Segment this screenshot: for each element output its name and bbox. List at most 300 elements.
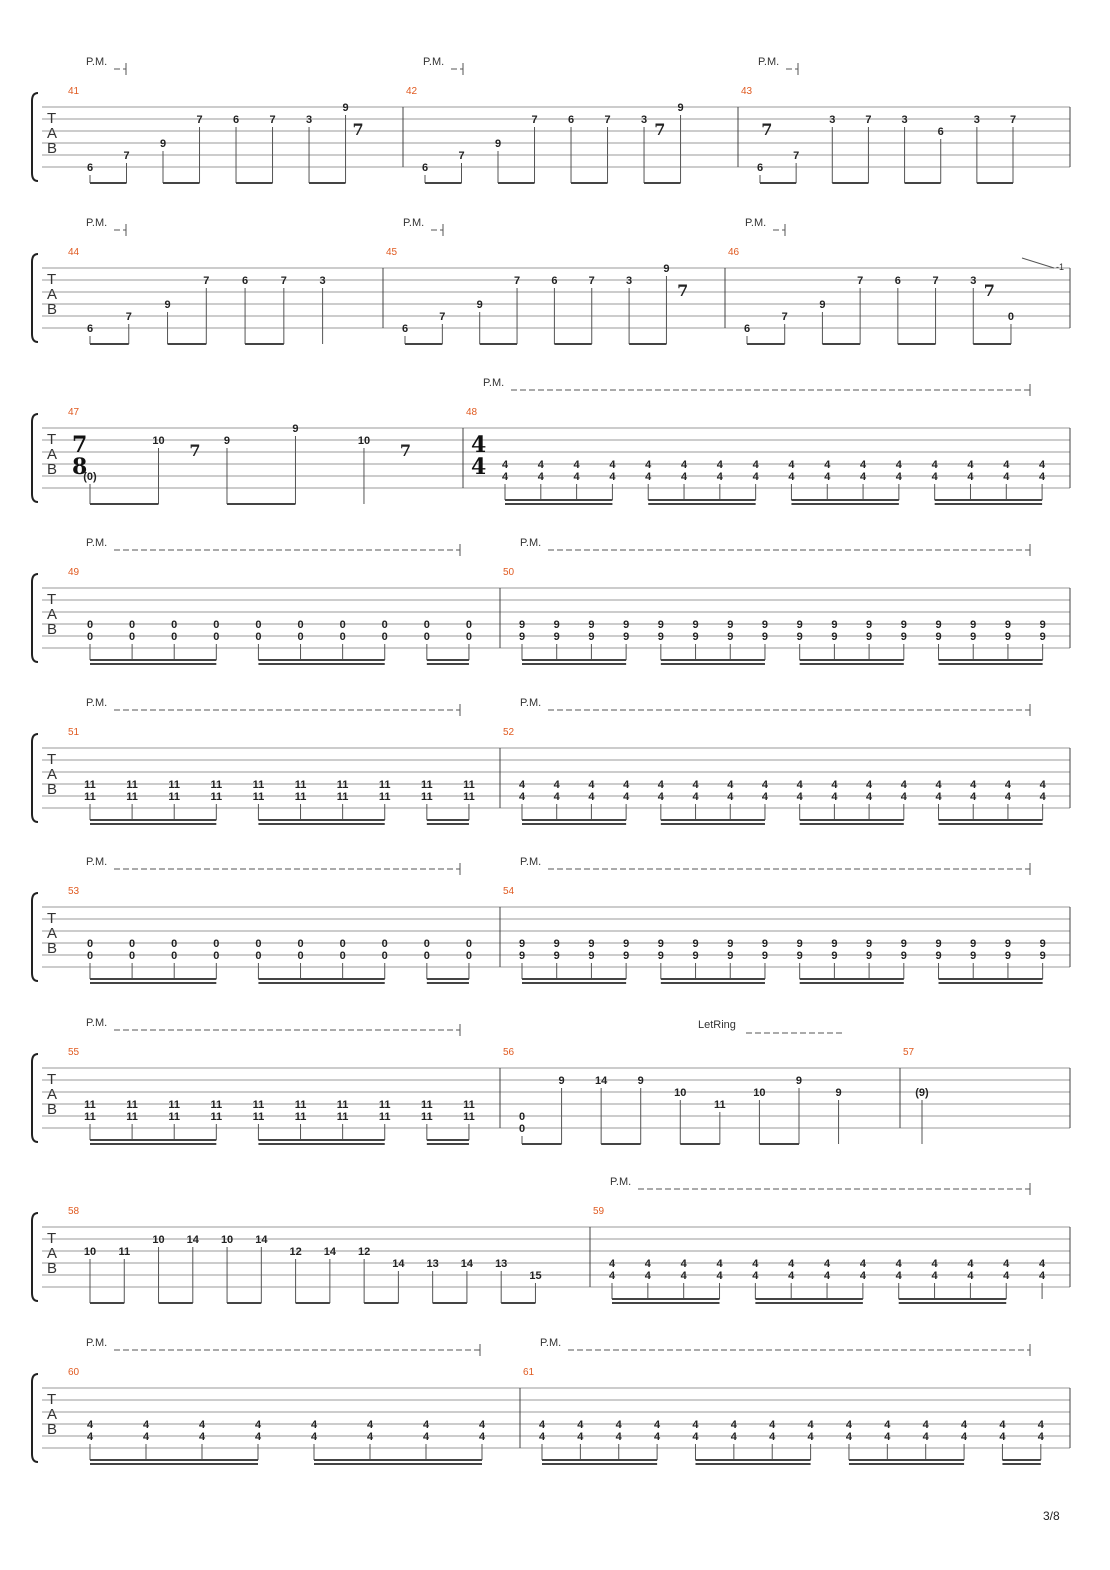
tab-clef-letter: A — [47, 766, 58, 783]
fret-number: 9 — [970, 938, 977, 950]
fret-number: 0 — [213, 950, 220, 962]
fret-number: 0 — [129, 938, 136, 950]
fret-number: 14 — [460, 1258, 474, 1270]
fret-number: 9 — [761, 950, 769, 962]
fret-number: 7 — [604, 114, 611, 126]
fret-number: 4 — [645, 459, 652, 471]
measure-number: 50 — [503, 567, 515, 578]
fret-number: 0 — [171, 938, 178, 950]
fret-number: 4 — [970, 791, 977, 803]
fret-number: 9 — [553, 938, 560, 950]
measure-number: 54 — [503, 886, 515, 897]
fret-number: 0 — [423, 950, 430, 962]
fret-number: 4 — [807, 1431, 814, 1443]
fret-number: 11 — [378, 1099, 391, 1111]
fret-number: 11 — [378, 1111, 391, 1123]
fret-number: (0) — [83, 471, 97, 483]
fret-number: 4 — [1037, 1419, 1044, 1431]
fret-number: 4 — [644, 1270, 651, 1282]
fret-number: 10 — [152, 1234, 165, 1246]
measure-number: 61 — [523, 1367, 535, 1378]
fret-number: 9 — [835, 1087, 842, 1099]
fret-number: 14 — [255, 1234, 268, 1246]
fret-number: 9 — [588, 950, 595, 962]
fret-number: 9 — [1039, 938, 1046, 950]
fret-number: 4 — [967, 1270, 974, 1282]
fret-number: 0 — [465, 950, 473, 962]
fret-number: 11 — [463, 779, 475, 791]
fret-number: 14 — [392, 1258, 405, 1270]
time-signature-top: 7 — [72, 432, 88, 458]
fret-number: 0 — [339, 631, 346, 643]
fret-number: 6 — [421, 162, 429, 174]
fret-number: 13 — [495, 1258, 508, 1270]
fret-number: 0 — [518, 1111, 526, 1123]
fret-number: 7 — [781, 311, 788, 323]
fret-number: 4 — [716, 1270, 723, 1282]
fret-number: 4 — [198, 1431, 206, 1443]
eighth-rest: 7 — [761, 120, 773, 139]
palm-mute-label: P.M. — [520, 537, 542, 549]
fret-number: 9 — [831, 950, 838, 962]
tab-clef-letter: B — [47, 781, 58, 798]
fret-number: 9 — [553, 950, 560, 962]
fret-number: 0 — [86, 619, 94, 631]
fret-number: 9 — [692, 950, 699, 962]
fret-number: 4 — [824, 459, 831, 471]
fret-number: 4 — [884, 1431, 891, 1443]
fret-number: 4 — [788, 459, 795, 471]
fret-number: 6 — [86, 323, 94, 335]
fret-number: 0 — [86, 938, 94, 950]
fret-number: 14 — [323, 1246, 336, 1258]
fret-number: 11 — [210, 1111, 223, 1123]
fret-number: 0 — [129, 950, 136, 962]
fret-number: 4 — [999, 1431, 1006, 1443]
fret-number: 9 — [819, 299, 826, 311]
fret-number: 9 — [588, 938, 595, 950]
fret-number: 3 — [973, 114, 980, 126]
fret-number: 0 — [381, 938, 388, 950]
fret-number: 4 — [1003, 471, 1010, 483]
fret-number: 9 — [935, 938, 942, 950]
fret-number: 7 — [123, 150, 130, 162]
fret-number: 4 — [657, 791, 664, 803]
fret-number: 9 — [518, 938, 526, 950]
fret-number: 0 — [86, 631, 94, 643]
fret-number: 4 — [518, 791, 526, 803]
fret-number: 7 — [203, 275, 210, 287]
staff-brace — [32, 734, 38, 822]
fret-number: 9 — [677, 102, 684, 114]
fret-number: 7 — [196, 114, 203, 126]
fret-number: 4 — [788, 1258, 795, 1270]
fret-number: 9 — [1004, 619, 1011, 631]
fret-number: 11 — [378, 779, 391, 791]
measure-number: 46 — [728, 247, 740, 258]
fret-number: 9 — [657, 938, 664, 950]
fret-number: 9 — [657, 619, 664, 631]
fret-number: 11 — [252, 791, 265, 803]
fret-number: 4 — [86, 1431, 94, 1443]
tab-clef-letter: T — [47, 110, 57, 127]
fret-number: 4 — [922, 1431, 929, 1443]
fret-number: 7 — [531, 114, 538, 126]
fret-number: 9 — [727, 631, 734, 643]
tab-clef-letter: T — [47, 1230, 57, 1247]
fret-number: 4 — [831, 779, 838, 791]
measure-number: 48 — [466, 407, 478, 418]
tab-clef-letter: T — [47, 1071, 57, 1088]
fret-number: 9 — [476, 299, 483, 311]
eighth-rest: 7 — [399, 441, 411, 460]
fret-number: 10 — [357, 435, 371, 447]
fret-number: 4 — [895, 459, 902, 471]
fret-number: 0 — [255, 631, 262, 643]
palm-mute-label: P.M. — [520, 856, 542, 868]
fret-number: 9 — [553, 619, 560, 631]
fret-number: 0 — [339, 938, 346, 950]
tab-clef-letter: T — [47, 431, 57, 448]
fret-number: 11 — [118, 1246, 131, 1258]
palm-mute-label: P.M. — [758, 56, 780, 68]
fret-number: 6 — [401, 323, 409, 335]
tab-clef-letter: T — [47, 1391, 57, 1408]
fret-number: 14 — [186, 1234, 199, 1246]
fret-number: 9 — [761, 938, 769, 950]
measure-number: 49 — [68, 567, 80, 578]
fret-number: 0 — [129, 631, 136, 643]
fret-number: 4 — [142, 1419, 150, 1431]
tab-clef-letter: A — [47, 1086, 58, 1103]
fret-number: 9 — [761, 619, 769, 631]
fret-number: 7 — [865, 114, 872, 126]
fret-number: 4 — [823, 1258, 831, 1270]
fret-number: 9 — [900, 950, 907, 962]
fret-number: 0 — [339, 619, 346, 631]
fret-number: 4 — [577, 1431, 584, 1443]
tab-clef-letter: A — [47, 286, 58, 303]
fret-number: 4 — [716, 471, 723, 483]
fret-number: 4 — [254, 1431, 262, 1443]
tab-clef-letter: T — [47, 591, 57, 608]
fret-number: 4 — [623, 779, 630, 791]
fret-number: 0 — [423, 631, 430, 643]
fret-number: 4 — [866, 779, 873, 791]
fret-number: 9 — [1039, 619, 1046, 631]
fret-number: 6 — [232, 114, 240, 126]
tab-clef-letter: A — [47, 606, 58, 623]
fret-number: 11 — [294, 791, 307, 803]
fret-number: 0 — [255, 950, 262, 962]
fret-number: 4 — [761, 779, 769, 791]
fret-number: 9 — [935, 950, 942, 962]
fret-number: 11 — [168, 1099, 181, 1111]
time-signature-bottom: 4 — [471, 454, 487, 480]
eighth-rest: 7 — [352, 120, 364, 139]
fret-number: 0 — [423, 619, 430, 631]
fret-number: 0 — [381, 631, 388, 643]
fret-number: 9 — [727, 950, 734, 962]
fret-number: 11 — [714, 1099, 726, 1111]
fret-number: 9 — [164, 299, 171, 311]
fret-number: 0 — [86, 950, 94, 962]
fret-number: 4 — [900, 779, 907, 791]
fret-number: 9 — [1004, 631, 1011, 643]
fret-number: 4 — [1004, 791, 1011, 803]
fret-number: 9 — [866, 950, 873, 962]
fret-number: 4 — [931, 471, 938, 483]
fret-number: 9 — [796, 938, 803, 950]
fret-number: 4 — [1037, 1431, 1044, 1443]
palm-mute-label: P.M. — [520, 697, 542, 709]
fret-number: 4 — [501, 459, 509, 471]
fret-number: 6 — [756, 162, 764, 174]
fret-number: 9 — [900, 938, 907, 950]
fret-number: 4 — [752, 459, 759, 471]
fret-number: 13 — [426, 1258, 439, 1270]
fret-number: 9 — [866, 938, 873, 950]
fret-number: 4 — [657, 779, 664, 791]
fret-number: 7 — [1009, 114, 1017, 126]
fret-number: 4 — [1003, 459, 1010, 471]
staff-brace — [32, 1054, 38, 1142]
fret-number: 4 — [478, 1431, 486, 1443]
fret-number: 4 — [895, 1270, 902, 1282]
fret-number: 15 — [529, 1270, 542, 1282]
fret-number: 4 — [931, 1270, 938, 1282]
fret-number: 9 — [796, 631, 803, 643]
fret-number: 6 — [567, 114, 575, 126]
fret-number: 11 — [84, 791, 96, 803]
palm-mute-label: P.M. — [86, 697, 108, 709]
fret-number: 11 — [210, 779, 223, 791]
fret-number: 0 — [297, 631, 304, 643]
fret-number: 11 — [421, 791, 433, 803]
fret-number: 4 — [623, 791, 630, 803]
tab-clef-letter: A — [47, 125, 58, 142]
fret-number: 6 — [894, 275, 901, 287]
fret-number: 4 — [845, 1419, 853, 1431]
fret-number: 9 — [223, 435, 231, 447]
fret-number: 9 — [692, 938, 699, 950]
fret-number: 4 — [366, 1431, 374, 1443]
fret-number: 4 — [967, 471, 974, 483]
tab-clef-letter: B — [47, 1101, 58, 1118]
fret-number: 11 — [421, 1111, 433, 1123]
fret-number: 9 — [623, 619, 630, 631]
fret-number: 4 — [824, 471, 831, 483]
tab-clef-letter: A — [47, 925, 58, 942]
fret-number: 4 — [895, 471, 902, 483]
fret-number: 4 — [615, 1431, 622, 1443]
fret-number: 4 — [478, 1419, 486, 1431]
palm-mute-label: P.M. — [483, 377, 505, 389]
fret-number: 4 — [553, 779, 560, 791]
fret-number: 4 — [692, 791, 699, 803]
bend-line — [1022, 258, 1054, 268]
fret-number: 4 — [1039, 459, 1046, 471]
staff-brace — [32, 893, 38, 981]
fret-number: 9 — [831, 938, 838, 950]
fret-number: 6 — [937, 126, 944, 138]
measure-number: 60 — [68, 1367, 80, 1378]
fret-number: 11 — [126, 1111, 138, 1123]
fret-number: 11 — [336, 791, 349, 803]
fret-number: 9 — [866, 619, 873, 631]
fret-number: 0 — [423, 938, 430, 950]
fret-number: 11 — [168, 791, 181, 803]
fret-number: 9 — [494, 138, 502, 150]
palm-mute-label: P.M. — [745, 217, 767, 229]
eighth-rest: 7 — [983, 281, 995, 300]
fret-number: 9 — [970, 619, 977, 631]
fret-number: 11 — [126, 779, 138, 791]
fret-number: 9 — [553, 631, 560, 643]
fret-number: 4 — [1039, 791, 1046, 803]
fret-number: 4 — [680, 1270, 687, 1282]
fret-number: 4 — [608, 1258, 616, 1270]
measure-number: 58 — [68, 1206, 80, 1217]
fret-number: 9 — [866, 631, 873, 643]
fret-number: 4 — [727, 779, 734, 791]
fret-number: 4 — [967, 459, 974, 471]
fret-number: 4 — [823, 1270, 831, 1282]
fret-number: 4 — [866, 791, 873, 803]
fret-number: 3 — [829, 114, 836, 126]
fret-number: 0 — [171, 619, 178, 631]
fret-number: 9 — [970, 631, 977, 643]
tab-clef-letter: A — [47, 1406, 58, 1423]
fret-number: 11 — [84, 1111, 96, 1123]
fret-number: 0 — [518, 1123, 526, 1135]
staff-brace — [32, 1374, 38, 1462]
fret-number: 11 — [252, 1099, 265, 1111]
fret-number: 9 — [342, 102, 349, 114]
fret-number: 0 — [381, 619, 388, 631]
fret-number: 3 — [319, 275, 326, 287]
measure-number: 45 — [386, 247, 398, 258]
fret-number: 4 — [967, 1258, 974, 1270]
fret-number: 10 — [83, 1246, 97, 1258]
fret-number: 4 — [752, 1258, 759, 1270]
fret-number: 14 — [595, 1075, 608, 1087]
fret-number: 10 — [674, 1087, 687, 1099]
fret-number: 9 — [761, 631, 769, 643]
fret-number: 9 — [623, 938, 630, 950]
time-signature-bottom: 8 — [72, 454, 88, 480]
fret-number: 4 — [198, 1419, 206, 1431]
fret-number: 11 — [252, 779, 265, 791]
fret-number: 4 — [788, 1270, 795, 1282]
staff-brace — [32, 93, 38, 181]
fret-number: 4 — [422, 1419, 430, 1431]
fret-number: 9 — [900, 631, 907, 643]
fret-number: 9 — [831, 619, 838, 631]
fret-number: 11 — [294, 1111, 307, 1123]
fret-number: 9 — [1004, 950, 1011, 962]
fret-number: 4 — [845, 1431, 853, 1443]
measure-number: 44 — [68, 247, 80, 258]
fret-number: 3 — [640, 114, 648, 126]
fret-number: 0 — [465, 619, 473, 631]
fret-number: 11 — [336, 1111, 349, 1123]
fret-number: 0 — [213, 938, 220, 950]
tab-clef-letter: T — [47, 910, 57, 927]
tab-clef-letter: A — [47, 1245, 58, 1262]
measure-number: 57 — [903, 1047, 915, 1058]
fret-number: 4 — [692, 779, 699, 791]
fret-number: 4 — [727, 791, 734, 803]
fret-number: 4 — [1039, 779, 1046, 791]
fret-number: 11 — [126, 1099, 138, 1111]
fret-number: 0 — [171, 950, 178, 962]
fret-number: 4 — [796, 779, 803, 791]
fret-number: 4 — [761, 791, 769, 803]
palm-mute-label: P.M. — [86, 1017, 108, 1029]
fret-number: 4 — [769, 1431, 776, 1443]
measure-number: 55 — [68, 1047, 80, 1058]
fret-number: 0 — [213, 619, 220, 631]
fret-number: 11 — [210, 1099, 223, 1111]
measure-number: 53 — [68, 886, 80, 897]
fret-number: 7 — [857, 275, 864, 287]
fret-number: 4 — [680, 471, 688, 483]
fret-number: 9 — [292, 423, 299, 435]
fret-number: 12 — [289, 1246, 302, 1258]
fret-number: 4 — [935, 779, 942, 791]
fret-number: 4 — [900, 791, 907, 803]
fret-number: (9) — [915, 1087, 929, 1099]
fret-number: 9 — [623, 950, 630, 962]
fret-number: 9 — [657, 631, 664, 643]
palm-mute-label: P.M. — [86, 537, 108, 549]
fret-number: 9 — [970, 950, 977, 962]
fret-number: 0 — [297, 938, 304, 950]
fret-number: 11 — [252, 1111, 265, 1123]
fret-number: 9 — [518, 619, 526, 631]
tab-clef-letter: B — [47, 1260, 58, 1277]
fret-number: 0 — [465, 631, 473, 643]
fret-number: 0 — [129, 619, 136, 631]
fret-number: 3 — [901, 114, 908, 126]
fret-number: 7 — [793, 150, 800, 162]
fret-number: 6 — [242, 275, 249, 287]
fret-number: 11 — [378, 791, 391, 803]
staff-brace — [32, 414, 38, 502]
palm-mute-label: P.M. — [403, 217, 425, 229]
palm-mute-label: P.M. — [86, 1337, 108, 1349]
fret-number: 7 — [932, 275, 939, 287]
fret-number: 4 — [961, 1419, 968, 1431]
fret-number: 4 — [644, 1258, 651, 1270]
fret-number: 7 — [513, 275, 521, 287]
fret-number: 9 — [623, 631, 630, 643]
fret-number: 0 — [255, 938, 262, 950]
fret-number: 9 — [692, 619, 699, 631]
fret-number: 11 — [421, 1099, 433, 1111]
fret-number: 9 — [518, 631, 526, 643]
fret-number: 4 — [654, 1431, 661, 1443]
fret-number: 4 — [935, 791, 942, 803]
tab-clef-letter: B — [47, 940, 58, 957]
fret-number: 7 — [280, 275, 287, 287]
fret-number: 4 — [645, 471, 652, 483]
fret-number: 4 — [588, 791, 595, 803]
fret-number: 9 — [1039, 950, 1046, 962]
fret-number: 4 — [1004, 779, 1011, 791]
fret-number: 0 — [297, 950, 304, 962]
